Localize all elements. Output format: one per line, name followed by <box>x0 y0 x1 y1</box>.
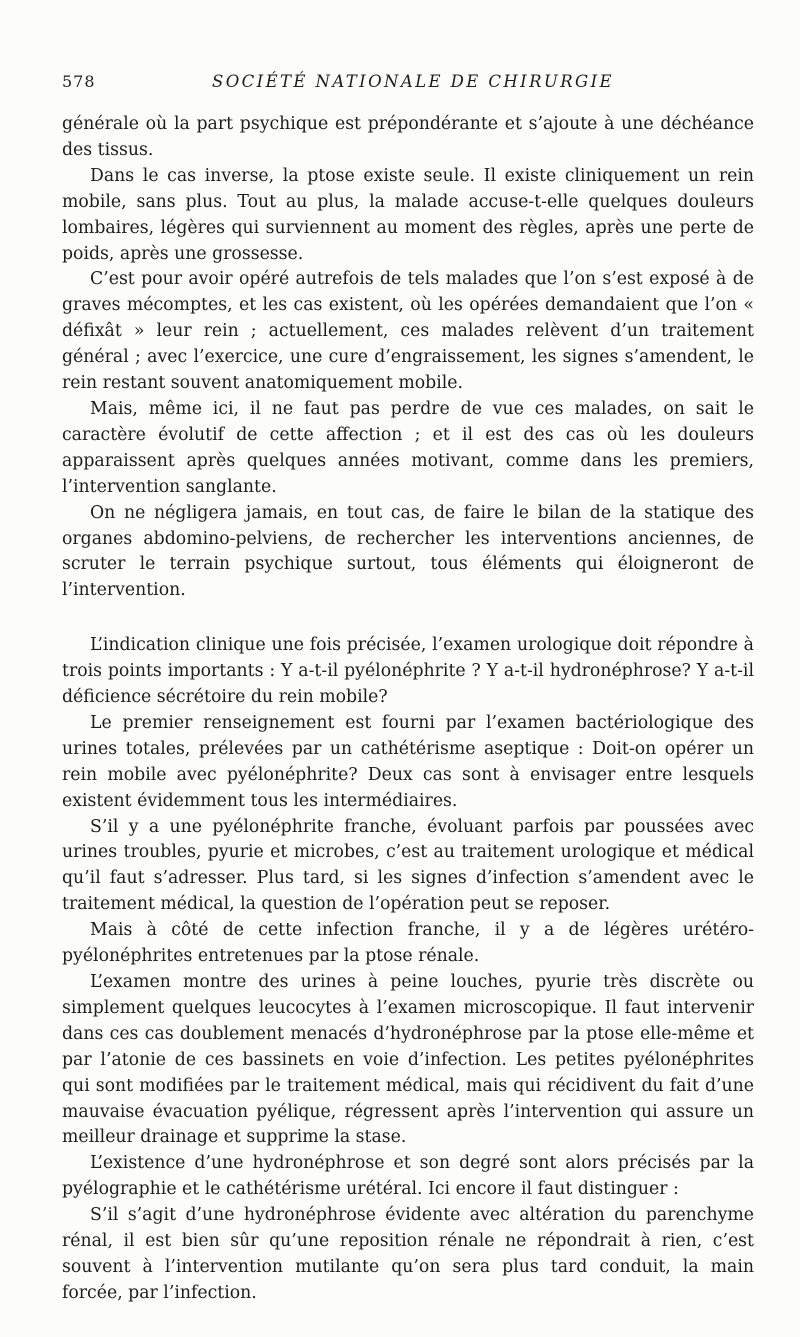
section-break <box>62 604 754 633</box>
paragraph: L’indication clinique une fois précisée, l’examen urologique doit répondre à trois points importants : Y a-t-il pyélonéphrite ? Y a-t-il hydronéphrose? Y a-t-il déficience sécrétoire du rein mobile? <box>62 635 754 708</box>
running-head: SOCIÉTÉ NATIONALE DE CHIRURGIE <box>212 72 614 91</box>
paragraph: Dans le cas inverse, la ptose existe seule. Il existe cliniquement un rein mobile, sans plus. Tout au plus, la malade accuse-t-elle quelques douleurs lombaires, légères qui surviennent au moment des règles, après une perte de poids, après une grossesse. <box>62 165 754 264</box>
paragraph: S’il y a une pyélonéphrite franche, évoluant parfois par poussées avec urines troubles, pyurie et microbes, c’est au traitement urologique et médical qu’il faut s’adresser. Plus tard, si les signes d’infection s’amendent avec le traitement médical, la question de l’opération peut se reposer. <box>62 816 754 915</box>
paragraph: L’examen montre des urines à peine louches, pyurie très discrète ou simplement quelques leucocytes à l’examen microscopique. Il faut intervenir dans ces cas doublement menacés d’hydronéphrose par la ptose elle-même et par l’atonie de ces bassinets en voie d’infection. Les petites pyélonéphrites qui sont modifiées par le traitement médical, mais qui récidivent du fait d’une mauvaise évacuation pyélique, régressent après l’intervention qui assure un meilleur drainage et supprime la stase. <box>62 972 754 1148</box>
paragraph: Mais à côté de cette infection franche, il y a de légères urétéro-pyélonéphrites entretenues par la ptose rénale. <box>62 920 754 967</box>
paragraph: Le premier renseignement est fourni par l’examen bactériologique des urines totales, prélevées par un cathétérisme aseptique : Doit-on opérer un rein mobile avec pyélonéphrite? Deux cas sont à envisager entre lesquels existent évidemment tous les intermédiaires. <box>62 712 754 811</box>
paragraph: On ne négligera jamais, en tout cas, de faire le bilan de la statique des organes abdomino-pelviens, de rechercher les interventions anciennes, de scruter le terrain psychique surtout, tous éléments qui éloigneront de l’intervention. <box>62 502 754 601</box>
page-header <box>62 72 742 96</box>
paragraph: L’existence d’une hydronéphrose et son degré sont alors précisés par la pyélographie et le cathétérisme urétéral. Ici encore il faut distinguer : <box>62 1153 754 1200</box>
paragraph: Mais, même ici, il ne faut pas perdre de vue ces malades, on sait le caractère évolutif de cette affection ; et il est des cas où les douleurs apparaissent après quelques années motivant, comme dans les premiers, l’intervention sanglante. <box>62 398 754 497</box>
paragraph: C’est pour avoir opéré autrefois de tels malades que l’on s’est exposé à de graves mécomptes, et les cas existent, où les opérées demandaient que l’on « défixât » leur rein ; actuellement, ces malades relèvent d’un traitement général ; avec l’exercice, une cure d’engraissement, les signes s’amendent, le rein restant souvent anatomiquement mobile. <box>62 269 754 394</box>
paragraph: générale où la part psychique est prépondérante et s’ajoute à une déchéance des tissus. <box>62 114 754 160</box>
paragraph: S’il s’agit d’une hydronéphrose évidente avec altération du parenchyme rénal, il est bien sûr qu’une reposition rénale ne répondrait à rien, c’est souvent à l’intervention mutilante qu’on sera plus tard conduit, la main forcée, par l’infection. <box>62 1205 754 1303</box>
body-text <box>62 112 754 1307</box>
page-number: 578 <box>62 72 96 91</box>
